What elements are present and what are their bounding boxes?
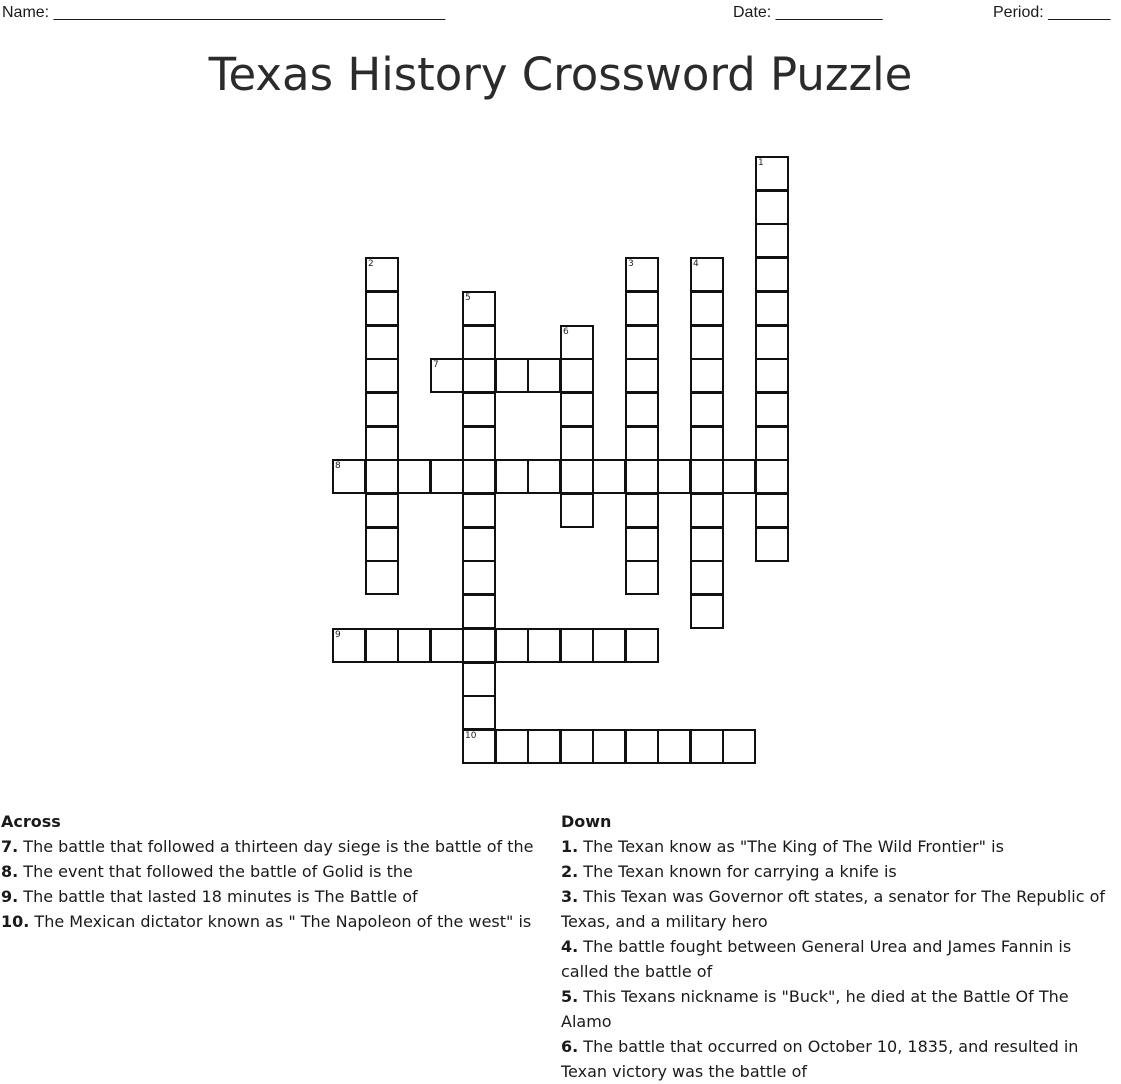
grid-cell[interactable] (365, 392, 399, 427)
grid-cell[interactable] (755, 190, 789, 225)
clue-text: The battle that followed a thirteen day siege is the battle of the (18, 837, 534, 856)
grid-cell[interactable] (625, 358, 659, 393)
grid-cell[interactable] (625, 527, 659, 562)
down-clue (561, 859, 1119, 884)
grid-cell[interactable] (690, 594, 724, 629)
grid-cell[interactable] (430, 358, 464, 393)
grid-cell[interactable] (495, 358, 529, 393)
grid-cell[interactable] (625, 560, 659, 595)
grid-cell[interactable] (690, 459, 724, 494)
grid-cell[interactable] (690, 358, 724, 393)
clue-number: 2 (368, 259, 374, 269)
grid-cell[interactable] (430, 459, 464, 494)
grid-cell[interactable] (657, 729, 691, 764)
clue-text: This Texans nickname is "Buck", he died at the Battle Of The Alamo (561, 987, 1069, 1031)
grid-cell[interactable] (365, 527, 399, 562)
clue-number: 5 (465, 293, 471, 303)
grid-cell[interactable] (560, 426, 594, 461)
clue-text: The Texan known for carrying a knife is (578, 862, 897, 881)
grid-cell[interactable] (332, 459, 366, 494)
grid-cell[interactable] (560, 392, 594, 427)
grid-cell[interactable] (560, 358, 594, 393)
grid-cell[interactable] (527, 358, 561, 393)
grid-cell[interactable] (462, 662, 496, 697)
grid-cell[interactable] (560, 628, 594, 663)
grid-cell[interactable] (495, 729, 529, 764)
down-clue (561, 934, 1119, 984)
across-clue (1, 834, 541, 859)
grid-cell[interactable] (560, 325, 594, 360)
grid-cell[interactable] (625, 325, 659, 360)
grid-cell[interactable] (690, 392, 724, 427)
grid-cell[interactable] (755, 493, 789, 528)
clue-number: 4 (693, 259, 699, 269)
grid-cell[interactable] (592, 459, 626, 494)
grid-cell[interactable] (365, 257, 399, 292)
clue-number: 3 (628, 259, 634, 269)
grid-cell[interactable] (462, 392, 496, 427)
date-field[interactable]: Date: ____________ (733, 4, 883, 21)
across-heading: Across (1, 812, 61, 831)
grid-cell[interactable] (690, 291, 724, 326)
grid-cell[interactable] (722, 459, 756, 494)
grid-cell[interactable] (755, 156, 789, 191)
grid-cell[interactable] (365, 459, 399, 494)
name-field[interactable]: Name: ____________________________________________ (2, 4, 446, 21)
clue-text: The battle fought between General Urea and James Fannin is called the battle of (561, 937, 1072, 981)
clue-text: This Texan was Governor oft states, a senator for The Republic of Texas, and a military hero (561, 887, 1106, 931)
down-clue (561, 834, 1119, 859)
clue-number-label: 6. (561, 1037, 579, 1056)
grid-cell[interactable] (755, 527, 789, 562)
grid-cell[interactable] (462, 325, 496, 360)
grid-cell[interactable] (332, 628, 366, 663)
grid-cell[interactable] (365, 358, 399, 393)
clue-text: The Texan know as "The King of The Wild Frontier" is (578, 837, 1004, 856)
clue-text: The battle that lasted 18 minutes is The Battle of (18, 887, 418, 906)
grid-cell[interactable] (397, 628, 431, 663)
grid-cell[interactable] (462, 426, 496, 461)
grid-cell[interactable] (755, 325, 789, 360)
grid-cell[interactable] (755, 358, 789, 393)
clue-number-label: 5. (561, 987, 579, 1006)
grid-cell[interactable] (462, 527, 496, 562)
clue-number: 9 (335, 630, 341, 640)
down-clue (561, 884, 1119, 934)
grid-cell[interactable] (755, 459, 789, 494)
down-clues (561, 809, 1119, 1084)
grid-cell[interactable] (462, 695, 496, 730)
grid-cell[interactable] (755, 392, 789, 427)
grid-cell[interactable] (560, 493, 594, 528)
clue-text: The event that followed the battle of Golid is the (18, 862, 413, 881)
grid-cell[interactable] (462, 358, 496, 393)
grid-cell[interactable] (625, 729, 659, 764)
grid-cell[interactable] (690, 426, 724, 461)
clue-number-label: 10. (1, 912, 30, 931)
grid-cell[interactable] (625, 392, 659, 427)
grid-cell[interactable] (462, 560, 496, 595)
grid-cell[interactable] (527, 628, 561, 663)
clue-number: 10 (465, 731, 477, 741)
grid-cell[interactable] (495, 459, 529, 494)
grid-cell[interactable] (755, 426, 789, 461)
grid-cell[interactable] (690, 493, 724, 528)
clue-number-label: 2. (561, 862, 579, 881)
grid-cell[interactable] (560, 459, 594, 494)
grid-cell[interactable] (755, 291, 789, 326)
grid-cell[interactable] (625, 459, 659, 494)
grid-cell[interactable] (365, 628, 399, 663)
grid-cell[interactable] (690, 325, 724, 360)
grid-cell[interactable] (462, 291, 496, 326)
down-clue (561, 1034, 1119, 1084)
grid-cell[interactable] (722, 729, 756, 764)
grid-cell[interactable] (690, 560, 724, 595)
grid-cell[interactable] (592, 729, 626, 764)
clue-number: 8 (335, 461, 341, 471)
clue-number-label: 3. (561, 887, 579, 906)
clue-number: 7 (433, 360, 439, 370)
clue-number-label: 7. (1, 837, 19, 856)
grid-cell[interactable] (527, 459, 561, 494)
grid-cell[interactable] (690, 257, 724, 292)
grid-cell[interactable] (430, 628, 464, 663)
grid-cell[interactable] (365, 291, 399, 326)
across-clue (1, 884, 541, 909)
grid-cell[interactable] (527, 729, 561, 764)
clue-number-label: 1. (561, 837, 579, 856)
grid-cell[interactable] (755, 257, 789, 292)
down-heading: Down (561, 812, 612, 831)
grid-cell[interactable] (495, 628, 529, 663)
grid-cell[interactable] (625, 291, 659, 326)
clue-text: The Mexican dictator known as " The Napoleon of the west" is (29, 912, 532, 931)
clue-number-label: 4. (561, 937, 579, 956)
grid-cell[interactable] (657, 459, 691, 494)
grid-cell[interactable] (625, 426, 659, 461)
across-clue (1, 859, 541, 884)
clue-number: 6 (563, 327, 569, 337)
grid-cell[interactable] (462, 628, 496, 663)
grid-cell[interactable] (462, 594, 496, 629)
grid-cell[interactable] (397, 459, 431, 494)
grid-cell[interactable] (365, 325, 399, 360)
grid-cell[interactable] (462, 459, 496, 494)
grid-cell[interactable] (625, 628, 659, 663)
clue-number: 1 (758, 158, 764, 168)
across-clues (1, 809, 541, 934)
across-clue (1, 909, 541, 934)
grid-cell[interactable] (560, 729, 594, 764)
grid-cell[interactable] (592, 628, 626, 663)
down-clue (561, 984, 1119, 1034)
period-field[interactable]: Period: _______ (993, 4, 1111, 21)
page-title: Texas History Crossword Puzzle (208, 48, 913, 101)
grid-cell[interactable] (365, 493, 399, 528)
clue-number-label: 9. (1, 887, 19, 906)
grid-cell[interactable] (625, 257, 659, 292)
clue-text: The battle that occurred on October 10, 1835, and resulted in Texan victory was the battle of (561, 1037, 1079, 1081)
grid-cell[interactable] (365, 560, 399, 595)
grid-cell[interactable] (755, 223, 789, 258)
grid-cell[interactable] (625, 493, 659, 528)
grid-cell[interactable] (462, 493, 496, 528)
clue-number-label: 8. (1, 862, 19, 881)
grid-cell[interactable] (462, 729, 496, 764)
grid-cell[interactable] (365, 426, 399, 461)
grid-cell[interactable] (690, 729, 724, 764)
grid-cell[interactable] (690, 527, 724, 562)
